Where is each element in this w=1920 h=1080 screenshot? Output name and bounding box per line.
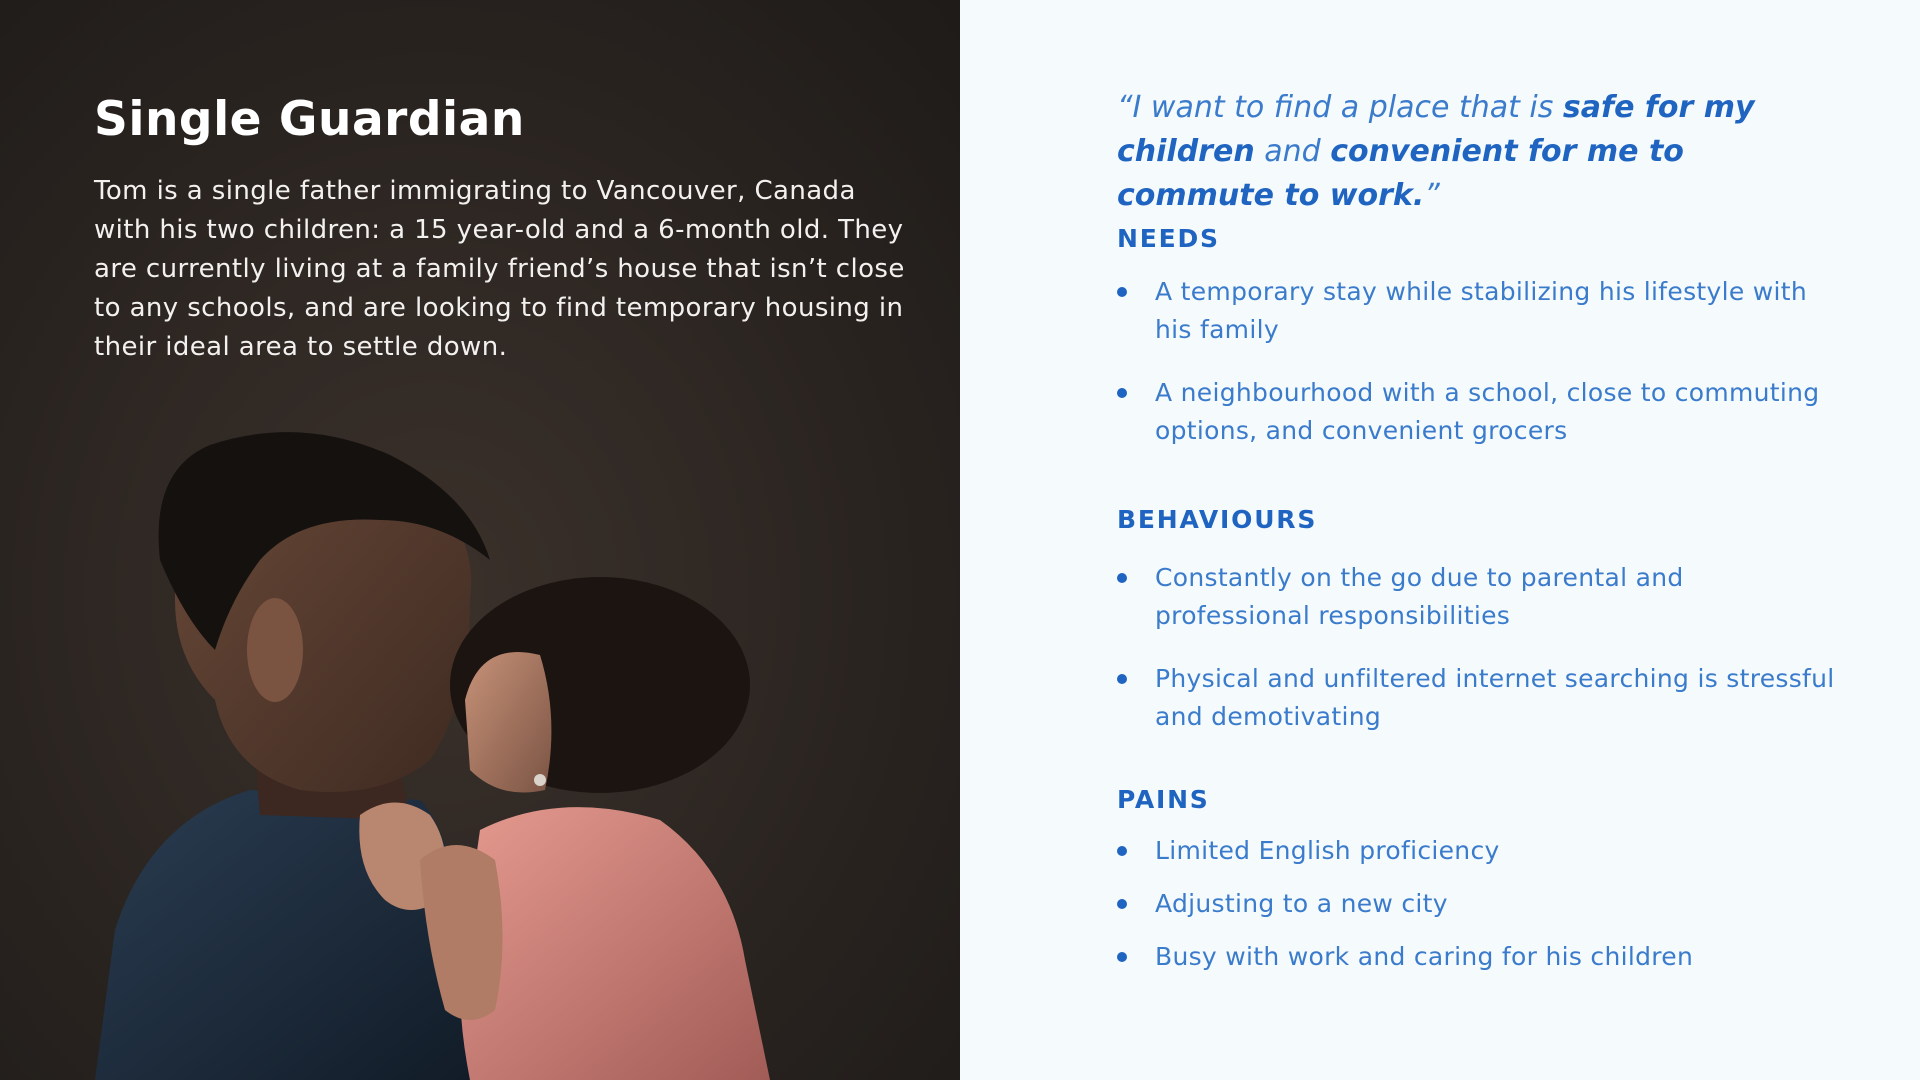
- list-item: A temporary stay while stabilizing his lifestyle with his family: [1117, 273, 1837, 349]
- pains-list: [1117, 832, 1837, 991]
- list-item: Constantly on the go due to parental and professional responsibilities: [1117, 559, 1837, 635]
- persona-title: Single Guardian: [94, 92, 525, 147]
- pains-heading: PAINS: [1117, 785, 1210, 814]
- persona-details-panel: [960, 0, 1920, 1080]
- list-item: Adjusting to a new city: [1117, 885, 1837, 923]
- list-item: A neighbourhood with a school, close to commuting options, and convenient grocers: [1117, 374, 1837, 450]
- quote-emphasis: safe for my children: [1117, 90, 1755, 169]
- list-item: Physical and unfiltered internet searching is stressful and demotivating: [1117, 660, 1837, 736]
- persona-quote: [1117, 86, 1837, 218]
- needs-list: [1117, 273, 1837, 475]
- behaviours-list: [1117, 559, 1837, 761]
- needs-heading: NEEDS: [1117, 224, 1220, 253]
- quote-text: and: [1254, 134, 1331, 169]
- list-item: Busy with work and caring for his children: [1117, 938, 1837, 976]
- quote-emphasis: convenient for me to commute to work.: [1117, 134, 1684, 213]
- quote-text: “I want to find a place that is: [1117, 90, 1563, 125]
- persona-description: Tom is a single father immigrating to Vancouver, Canada with his two children: a 15 year-old and a 6-month old. They are currently living at a family friend’s house that isn’t close to any schools, and are looking to find temporary housing in their ideal area to settle down.: [94, 176, 905, 362]
- quote-text: ”: [1424, 178, 1440, 213]
- behaviours-heading: BEHAVIOURS: [1117, 505, 1318, 534]
- list-item: Limited English proficiency: [1117, 832, 1837, 870]
